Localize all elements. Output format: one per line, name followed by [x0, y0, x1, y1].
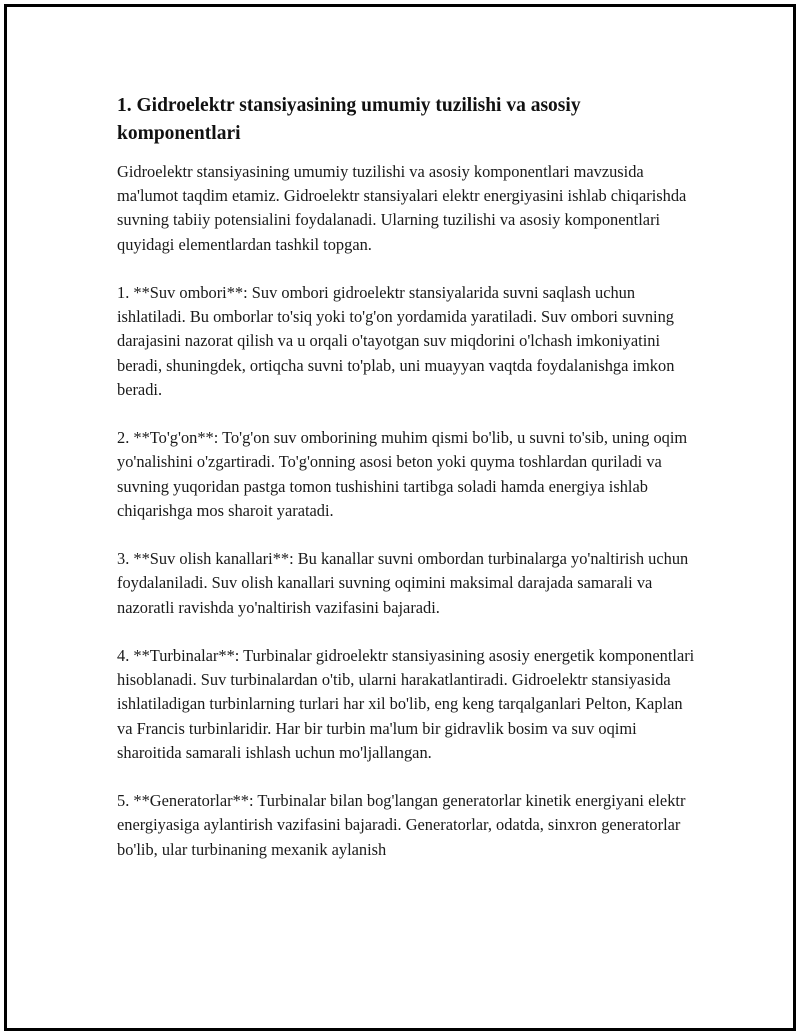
- intro-paragraph: Gidroelektr stansiyasining umumiy tuzilishi va asosiy komponentlari mavzusida ma'lumot taqdim etamiz. Gidroelektr stansiyalari elektr energiyasini ishlab chiqarishda suvning tabiiy potensialini foydalanadi. Ularning tuzilishi va asosiy komponentlari quyidagi elementlardan tashkil topgan.: [117, 162, 687, 254]
- document-body: [117, 92, 697, 886]
- paragraph-generatorlar: 5. **Generatorlar**: Turbinalar bilan bog'langan generatorlar kinetik energiyani elektr energiyasiga aylantirish vazifasini bajaradi. Generatorlar, odatda, sinxron generatorlar bo'lib, ular turbinaning mexanik aylanish: [117, 791, 686, 859]
- paragraph-turbinalar: 4. **Turbinalar**: Turbinalar gidroelektr stansiyasining asosiy energetik komponentlari hisoblanadi. Suv turbinalardan o'tib, ularni harakatlantiradi. Gidroelektr stansiyasida ishlatiladigan turbinlarning turlari har xil bo'lib, eng keng tarqalganlari Pelton, Kaplan va Francis turbinlaridir. Har bir turbin ma'lum bir gidravlik bosim va suv oqimi sharoitida samarali ishlash uchun mo'ljallangan.: [117, 646, 695, 762]
- paragraph-suv-olish-kanallari: 3. **Suv olish kanallari**: Bu kanallar suvni ombordan turbinalarga yo'naltirish uchun foydalaniladi. Suv olish kanallari suvning oqimini maksimal darajada samarali va nazoratli ravishda yo'naltirish vazifasini bajaradi.: [117, 549, 689, 617]
- paragraph-togon: 2. **To'g'on**: To'g'on suv omborining muhim qismi bo'lib, u suvni to'sib, uning oqim yo'nalishini o'zgartiradi. To'g'onning asosi beton yoki quyma toshlardan quriladi va suvning yuqoridan pastga tomon tushishini tartibga soladi hamda energiya ishlab chiqarishga mos sharoit yaratadi.: [117, 428, 688, 520]
- paragraph-suv-ombori: 1. **Suv ombori**: Suv ombori gidroelektr stansiyalarida suvni saqlash uchun ishlatiladi. Bu omborlar to'siq yoki to'g'on yordamida yaratiladi. Suv ombori suvning darajasini nazorat qilish va u orqali o'tayotgan suv miqdorini o'lchash imkoniyatini beradi, shuningdek, ortiqcha suvni to'plab, uni muayyan vaqtda foydalanishga imkon beradi.: [117, 283, 675, 399]
- section-heading: 1. Gidroelektr stansiyasining umumiy tuzilishi va asosiy komponentlari: [117, 95, 581, 144]
